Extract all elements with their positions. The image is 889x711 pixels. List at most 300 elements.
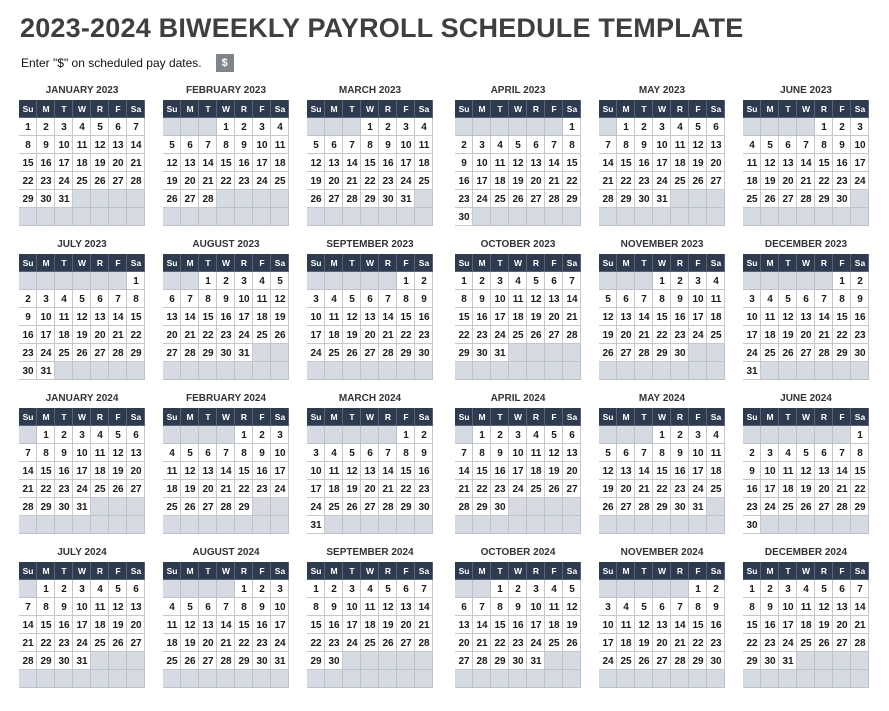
day-cell[interactable]: 14 bbox=[217, 616, 235, 634]
day-cell[interactable]: 15 bbox=[307, 616, 325, 634]
day-cell[interactable]: 6 bbox=[797, 290, 815, 308]
day-cell[interactable]: 28 bbox=[815, 344, 833, 362]
day-cell[interactable]: 10 bbox=[235, 290, 253, 308]
day-cell[interactable]: 21 bbox=[217, 634, 235, 652]
day-cell[interactable]: 17 bbox=[307, 326, 325, 344]
day-cell[interactable]: 8 bbox=[37, 598, 55, 616]
day-cell[interactable]: 12 bbox=[761, 154, 779, 172]
day-cell[interactable]: 29 bbox=[307, 652, 325, 670]
day-cell[interactable]: 9 bbox=[455, 154, 473, 172]
day-cell[interactable]: 29 bbox=[689, 652, 707, 670]
day-cell[interactable]: 1 bbox=[833, 272, 851, 290]
day-cell[interactable]: 6 bbox=[527, 136, 545, 154]
day-cell[interactable]: 16 bbox=[55, 462, 73, 480]
day-cell[interactable]: 11 bbox=[491, 154, 509, 172]
day-cell[interactable]: 4 bbox=[73, 118, 91, 136]
day-cell[interactable]: 12 bbox=[91, 136, 109, 154]
day-cell[interactable]: 13 bbox=[91, 308, 109, 326]
day-cell[interactable]: 3 bbox=[235, 272, 253, 290]
day-cell[interactable]: 1 bbox=[397, 272, 415, 290]
day-cell[interactable]: 26 bbox=[181, 652, 199, 670]
day-cell[interactable]: 14 bbox=[545, 154, 563, 172]
day-cell[interactable]: 25 bbox=[163, 652, 181, 670]
day-cell[interactable]: 14 bbox=[109, 308, 127, 326]
day-cell[interactable]: 29 bbox=[361, 190, 379, 208]
day-cell[interactable]: 23 bbox=[707, 634, 725, 652]
day-cell[interactable]: 5 bbox=[797, 444, 815, 462]
day-cell[interactable]: 25 bbox=[361, 634, 379, 652]
day-cell[interactable]: 14 bbox=[635, 462, 653, 480]
day-cell[interactable]: 12 bbox=[815, 598, 833, 616]
day-cell[interactable]: 4 bbox=[743, 136, 761, 154]
day-cell[interactable]: 13 bbox=[563, 444, 581, 462]
day-cell[interactable]: 10 bbox=[851, 136, 869, 154]
day-cell[interactable]: 22 bbox=[217, 172, 235, 190]
day-cell[interactable]: 4 bbox=[527, 426, 545, 444]
day-cell[interactable]: 13 bbox=[779, 154, 797, 172]
day-cell[interactable]: 30 bbox=[671, 498, 689, 516]
day-cell[interactable]: 17 bbox=[55, 154, 73, 172]
day-cell[interactable]: 3 bbox=[397, 118, 415, 136]
day-cell[interactable]: 17 bbox=[73, 462, 91, 480]
day-cell[interactable]: 30 bbox=[743, 516, 761, 534]
day-cell[interactable]: 13 bbox=[127, 444, 145, 462]
day-cell[interactable]: 2 bbox=[635, 118, 653, 136]
day-cell[interactable]: 10 bbox=[743, 308, 761, 326]
day-cell[interactable]: 15 bbox=[473, 462, 491, 480]
day-cell[interactable]: 17 bbox=[73, 616, 91, 634]
day-cell[interactable]: 30 bbox=[37, 190, 55, 208]
day-cell[interactable]: 1 bbox=[689, 580, 707, 598]
day-cell[interactable]: 26 bbox=[599, 498, 617, 516]
day-cell[interactable]: 10 bbox=[491, 290, 509, 308]
day-cell[interactable]: 21 bbox=[19, 634, 37, 652]
day-cell[interactable]: 12 bbox=[635, 616, 653, 634]
day-cell[interactable]: 11 bbox=[415, 136, 433, 154]
day-cell[interactable]: 18 bbox=[527, 462, 545, 480]
day-cell[interactable]: 1 bbox=[815, 118, 833, 136]
day-cell[interactable]: 15 bbox=[397, 462, 415, 480]
day-cell[interactable]: 25 bbox=[617, 652, 635, 670]
day-cell[interactable]: 12 bbox=[343, 308, 361, 326]
day-cell[interactable]: 13 bbox=[833, 598, 851, 616]
day-cell[interactable]: 4 bbox=[491, 136, 509, 154]
day-cell[interactable]: 16 bbox=[671, 308, 689, 326]
day-cell[interactable]: 19 bbox=[181, 480, 199, 498]
day-cell[interactable]: 2 bbox=[217, 272, 235, 290]
day-cell[interactable]: 3 bbox=[37, 290, 55, 308]
day-cell[interactable]: 21 bbox=[343, 172, 361, 190]
day-cell[interactable]: 28 bbox=[563, 326, 581, 344]
day-cell[interactable]: 7 bbox=[217, 598, 235, 616]
day-cell[interactable]: 19 bbox=[689, 154, 707, 172]
day-cell[interactable]: 7 bbox=[343, 136, 361, 154]
day-cell[interactable]: 4 bbox=[707, 426, 725, 444]
day-cell[interactable]: 8 bbox=[397, 290, 415, 308]
day-cell[interactable]: 6 bbox=[163, 290, 181, 308]
day-cell[interactable]: 15 bbox=[235, 616, 253, 634]
day-cell[interactable]: 16 bbox=[761, 616, 779, 634]
day-cell[interactable]: 6 bbox=[815, 444, 833, 462]
day-cell[interactable]: 20 bbox=[127, 616, 145, 634]
day-cell[interactable]: 9 bbox=[473, 290, 491, 308]
day-cell[interactable]: 10 bbox=[343, 598, 361, 616]
day-cell[interactable]: 20 bbox=[833, 616, 851, 634]
day-cell[interactable]: 6 bbox=[707, 118, 725, 136]
day-cell[interactable]: 14 bbox=[599, 154, 617, 172]
day-cell[interactable]: 28 bbox=[217, 652, 235, 670]
day-cell[interactable]: 3 bbox=[599, 598, 617, 616]
day-cell[interactable]: 25 bbox=[91, 634, 109, 652]
day-cell[interactable]: 27 bbox=[797, 344, 815, 362]
day-cell[interactable]: 19 bbox=[527, 308, 545, 326]
day-cell[interactable]: 29 bbox=[833, 344, 851, 362]
day-cell[interactable]: 31 bbox=[397, 190, 415, 208]
day-cell[interactable]: 30 bbox=[19, 362, 37, 380]
day-cell[interactable]: 18 bbox=[361, 616, 379, 634]
day-cell[interactable]: 6 bbox=[325, 136, 343, 154]
day-cell[interactable]: 12 bbox=[109, 598, 127, 616]
day-cell[interactable]: 10 bbox=[689, 290, 707, 308]
day-cell[interactable]: 11 bbox=[743, 154, 761, 172]
day-cell[interactable]: 15 bbox=[833, 308, 851, 326]
day-cell[interactable]: 4 bbox=[163, 598, 181, 616]
day-cell[interactable]: 1 bbox=[235, 580, 253, 598]
day-cell[interactable]: 29 bbox=[455, 344, 473, 362]
day-cell[interactable]: 27 bbox=[563, 480, 581, 498]
day-cell[interactable]: 15 bbox=[653, 308, 671, 326]
day-cell[interactable]: 9 bbox=[253, 598, 271, 616]
day-cell[interactable]: 17 bbox=[271, 616, 289, 634]
day-cell[interactable]: 11 bbox=[163, 462, 181, 480]
day-cell[interactable]: 20 bbox=[527, 172, 545, 190]
day-cell[interactable]: 30 bbox=[671, 344, 689, 362]
day-cell[interactable]: 29 bbox=[397, 498, 415, 516]
day-cell[interactable]: 22 bbox=[127, 326, 145, 344]
day-cell[interactable]: 29 bbox=[37, 498, 55, 516]
day-cell[interactable]: 18 bbox=[491, 172, 509, 190]
day-cell[interactable]: 23 bbox=[491, 480, 509, 498]
day-cell[interactable]: 26 bbox=[797, 498, 815, 516]
day-cell[interactable]: 8 bbox=[307, 598, 325, 616]
day-cell[interactable]: 1 bbox=[307, 580, 325, 598]
day-cell[interactable]: 28 bbox=[127, 172, 145, 190]
day-cell[interactable]: 30 bbox=[509, 652, 527, 670]
day-cell[interactable]: 6 bbox=[545, 272, 563, 290]
day-cell[interactable]: 26 bbox=[343, 344, 361, 362]
day-cell[interactable]: 9 bbox=[491, 444, 509, 462]
day-cell[interactable]: 2 bbox=[761, 580, 779, 598]
day-cell[interactable]: 24 bbox=[527, 634, 545, 652]
day-cell[interactable]: 30 bbox=[55, 652, 73, 670]
day-cell[interactable]: 25 bbox=[491, 190, 509, 208]
day-cell[interactable]: 18 bbox=[55, 326, 73, 344]
day-cell[interactable]: 16 bbox=[415, 462, 433, 480]
day-cell[interactable]: 24 bbox=[473, 190, 491, 208]
day-cell[interactable]: 15 bbox=[37, 616, 55, 634]
day-cell[interactable]: 23 bbox=[415, 480, 433, 498]
day-cell[interactable]: 24 bbox=[253, 172, 271, 190]
day-cell[interactable]: 1 bbox=[491, 580, 509, 598]
day-cell[interactable]: 6 bbox=[397, 580, 415, 598]
day-cell[interactable]: 19 bbox=[91, 154, 109, 172]
day-cell[interactable]: 5 bbox=[181, 598, 199, 616]
day-cell[interactable]: 24 bbox=[509, 480, 527, 498]
day-cell[interactable]: 10 bbox=[271, 598, 289, 616]
day-cell[interactable]: 15 bbox=[397, 308, 415, 326]
day-cell[interactable]: 26 bbox=[379, 634, 397, 652]
day-cell[interactable]: 27 bbox=[109, 172, 127, 190]
day-cell[interactable]: 18 bbox=[797, 616, 815, 634]
day-cell[interactable]: 1 bbox=[455, 272, 473, 290]
day-cell[interactable]: 23 bbox=[509, 634, 527, 652]
day-cell[interactable]: 23 bbox=[37, 172, 55, 190]
day-cell[interactable]: 19 bbox=[761, 172, 779, 190]
day-cell[interactable]: 8 bbox=[361, 136, 379, 154]
day-cell[interactable]: 2 bbox=[379, 118, 397, 136]
day-cell[interactable]: 2 bbox=[833, 118, 851, 136]
day-cell[interactable]: 3 bbox=[761, 444, 779, 462]
day-cell[interactable]: 9 bbox=[19, 308, 37, 326]
day-cell[interactable]: 14 bbox=[833, 462, 851, 480]
day-cell[interactable]: 18 bbox=[743, 172, 761, 190]
day-cell[interactable]: 3 bbox=[73, 580, 91, 598]
day-cell[interactable]: 5 bbox=[379, 580, 397, 598]
day-cell[interactable]: 18 bbox=[163, 480, 181, 498]
day-cell[interactable]: 29 bbox=[653, 498, 671, 516]
day-cell[interactable]: 6 bbox=[563, 426, 581, 444]
day-cell[interactable]: 2 bbox=[325, 580, 343, 598]
day-cell[interactable]: 16 bbox=[707, 616, 725, 634]
day-cell[interactable]: 16 bbox=[379, 154, 397, 172]
day-cell[interactable]: 2 bbox=[55, 580, 73, 598]
day-cell[interactable]: 14 bbox=[415, 598, 433, 616]
day-cell[interactable]: 28 bbox=[599, 190, 617, 208]
day-cell[interactable]: 19 bbox=[599, 480, 617, 498]
day-cell[interactable]: 31 bbox=[491, 344, 509, 362]
day-cell[interactable]: 6 bbox=[199, 598, 217, 616]
day-cell[interactable]: 24 bbox=[397, 172, 415, 190]
day-cell[interactable]: 7 bbox=[455, 444, 473, 462]
day-cell[interactable]: 17 bbox=[779, 616, 797, 634]
day-cell[interactable]: 2 bbox=[415, 272, 433, 290]
day-cell[interactable]: 3 bbox=[343, 580, 361, 598]
day-cell[interactable]: 20 bbox=[397, 616, 415, 634]
day-cell[interactable]: 8 bbox=[127, 290, 145, 308]
day-cell[interactable]: 14 bbox=[181, 308, 199, 326]
day-cell[interactable]: 28 bbox=[181, 344, 199, 362]
day-cell[interactable]: 13 bbox=[653, 616, 671, 634]
day-cell[interactable]: 23 bbox=[851, 326, 869, 344]
day-cell[interactable]: 28 bbox=[217, 498, 235, 516]
day-cell[interactable]: 24 bbox=[491, 326, 509, 344]
day-cell[interactable]: 16 bbox=[253, 462, 271, 480]
day-cell[interactable]: 14 bbox=[217, 462, 235, 480]
day-cell[interactable]: 11 bbox=[163, 616, 181, 634]
day-cell[interactable]: 7 bbox=[199, 136, 217, 154]
day-cell[interactable]: 6 bbox=[617, 444, 635, 462]
day-cell[interactable]: 15 bbox=[491, 616, 509, 634]
day-cell[interactable]: 20 bbox=[797, 326, 815, 344]
day-cell[interactable]: 10 bbox=[527, 598, 545, 616]
day-cell[interactable]: 11 bbox=[707, 290, 725, 308]
day-cell[interactable]: 8 bbox=[833, 290, 851, 308]
day-cell[interactable]: 1 bbox=[473, 426, 491, 444]
day-cell[interactable]: 3 bbox=[55, 118, 73, 136]
day-cell[interactable]: 12 bbox=[563, 598, 581, 616]
day-cell[interactable]: 26 bbox=[815, 634, 833, 652]
day-cell[interactable]: 9 bbox=[671, 444, 689, 462]
day-cell[interactable]: 26 bbox=[73, 344, 91, 362]
day-cell[interactable]: 9 bbox=[635, 136, 653, 154]
day-cell[interactable]: 24 bbox=[235, 326, 253, 344]
day-cell[interactable]: 17 bbox=[473, 172, 491, 190]
day-cell[interactable]: 7 bbox=[415, 580, 433, 598]
day-cell[interactable]: 1 bbox=[19, 118, 37, 136]
day-cell[interactable]: 17 bbox=[253, 154, 271, 172]
day-cell[interactable]: 27 bbox=[199, 498, 217, 516]
day-cell[interactable]: 23 bbox=[325, 634, 343, 652]
day-cell[interactable]: 26 bbox=[635, 652, 653, 670]
day-cell[interactable]: 28 bbox=[19, 498, 37, 516]
day-cell[interactable]: 7 bbox=[635, 444, 653, 462]
day-cell[interactable]: 4 bbox=[671, 118, 689, 136]
day-cell[interactable]: 27 bbox=[199, 652, 217, 670]
day-cell[interactable]: 24 bbox=[271, 480, 289, 498]
day-cell[interactable]: 8 bbox=[617, 136, 635, 154]
day-cell[interactable]: 26 bbox=[545, 480, 563, 498]
day-cell[interactable]: 19 bbox=[343, 326, 361, 344]
day-cell[interactable]: 17 bbox=[397, 154, 415, 172]
day-cell[interactable]: 30 bbox=[761, 652, 779, 670]
day-cell[interactable]: 28 bbox=[851, 634, 869, 652]
day-cell[interactable]: 13 bbox=[397, 598, 415, 616]
day-cell[interactable]: 5 bbox=[527, 272, 545, 290]
day-cell[interactable]: 1 bbox=[653, 426, 671, 444]
day-cell[interactable]: 18 bbox=[325, 326, 343, 344]
day-cell[interactable]: 19 bbox=[779, 326, 797, 344]
day-cell[interactable]: 19 bbox=[109, 616, 127, 634]
day-cell[interactable]: 7 bbox=[19, 444, 37, 462]
day-cell[interactable]: 25 bbox=[55, 344, 73, 362]
day-cell[interactable]: 18 bbox=[415, 154, 433, 172]
day-cell[interactable]: 13 bbox=[109, 136, 127, 154]
day-cell[interactable]: 3 bbox=[307, 290, 325, 308]
day-cell[interactable]: 17 bbox=[761, 480, 779, 498]
day-cell[interactable]: 25 bbox=[509, 326, 527, 344]
day-cell[interactable]: 27 bbox=[779, 190, 797, 208]
day-cell[interactable]: 23 bbox=[253, 634, 271, 652]
day-cell[interactable]: 18 bbox=[73, 154, 91, 172]
day-cell[interactable]: 10 bbox=[397, 136, 415, 154]
day-cell[interactable]: 21 bbox=[833, 480, 851, 498]
day-cell[interactable]: 16 bbox=[217, 308, 235, 326]
day-cell[interactable]: 22 bbox=[397, 480, 415, 498]
day-cell[interactable]: 11 bbox=[761, 308, 779, 326]
day-cell[interactable]: 12 bbox=[73, 308, 91, 326]
day-cell[interactable]: 19 bbox=[815, 616, 833, 634]
day-cell[interactable]: 10 bbox=[55, 136, 73, 154]
day-cell[interactable]: 15 bbox=[361, 154, 379, 172]
day-cell[interactable]: 14 bbox=[19, 616, 37, 634]
day-cell[interactable]: 6 bbox=[455, 598, 473, 616]
day-cell[interactable]: 10 bbox=[653, 136, 671, 154]
day-cell[interactable]: 14 bbox=[379, 308, 397, 326]
day-cell[interactable]: 29 bbox=[127, 344, 145, 362]
day-cell[interactable]: 25 bbox=[73, 172, 91, 190]
day-cell[interactable]: 21 bbox=[671, 634, 689, 652]
day-cell[interactable]: 30 bbox=[415, 344, 433, 362]
day-cell[interactable]: 16 bbox=[19, 326, 37, 344]
day-cell[interactable]: 12 bbox=[545, 444, 563, 462]
day-cell[interactable]: 30 bbox=[253, 652, 271, 670]
day-cell[interactable]: 19 bbox=[379, 616, 397, 634]
day-cell[interactable]: 17 bbox=[851, 154, 869, 172]
day-cell[interactable]: 1 bbox=[563, 118, 581, 136]
day-cell[interactable]: 8 bbox=[473, 444, 491, 462]
day-cell[interactable]: 15 bbox=[19, 154, 37, 172]
day-cell[interactable]: 27 bbox=[127, 634, 145, 652]
day-cell[interactable]: 30 bbox=[851, 344, 869, 362]
day-cell[interactable]: 10 bbox=[779, 598, 797, 616]
day-cell[interactable]: 5 bbox=[563, 580, 581, 598]
day-cell[interactable]: 21 bbox=[635, 326, 653, 344]
day-cell[interactable]: 8 bbox=[653, 444, 671, 462]
day-cell[interactable]: 6 bbox=[127, 426, 145, 444]
day-cell[interactable]: 20 bbox=[707, 154, 725, 172]
day-cell[interactable]: 25 bbox=[545, 634, 563, 652]
day-cell[interactable]: 29 bbox=[199, 344, 217, 362]
day-cell[interactable]: 5 bbox=[599, 444, 617, 462]
day-cell[interactable]: 3 bbox=[307, 444, 325, 462]
day-cell[interactable]: 17 bbox=[307, 480, 325, 498]
day-cell[interactable]: 4 bbox=[545, 580, 563, 598]
day-cell[interactable]: 13 bbox=[199, 462, 217, 480]
day-cell[interactable]: 29 bbox=[563, 190, 581, 208]
day-cell[interactable]: 15 bbox=[689, 616, 707, 634]
day-cell[interactable]: 29 bbox=[815, 190, 833, 208]
day-cell[interactable]: 6 bbox=[617, 290, 635, 308]
day-cell[interactable]: 28 bbox=[473, 652, 491, 670]
day-cell[interactable]: 31 bbox=[37, 362, 55, 380]
day-cell[interactable]: 31 bbox=[73, 652, 91, 670]
day-cell[interactable]: 7 bbox=[797, 136, 815, 154]
day-cell[interactable]: 21 bbox=[455, 480, 473, 498]
day-cell[interactable]: 22 bbox=[833, 326, 851, 344]
day-cell[interactable]: 2 bbox=[851, 272, 869, 290]
day-cell[interactable]: 27 bbox=[361, 498, 379, 516]
day-cell[interactable]: 9 bbox=[37, 136, 55, 154]
day-cell[interactable]: 7 bbox=[851, 580, 869, 598]
day-cell[interactable]: 17 bbox=[689, 308, 707, 326]
day-cell[interactable]: 31 bbox=[653, 190, 671, 208]
day-cell[interactable]: 16 bbox=[635, 154, 653, 172]
day-cell[interactable]: 4 bbox=[271, 118, 289, 136]
day-cell[interactable]: 17 bbox=[509, 462, 527, 480]
day-cell[interactable]: 22 bbox=[397, 326, 415, 344]
day-cell[interactable]: 22 bbox=[617, 172, 635, 190]
day-cell[interactable]: 8 bbox=[815, 136, 833, 154]
day-cell[interactable]: 5 bbox=[109, 580, 127, 598]
day-cell[interactable]: 8 bbox=[37, 444, 55, 462]
day-cell[interactable]: 11 bbox=[361, 598, 379, 616]
day-cell[interactable]: 4 bbox=[55, 290, 73, 308]
day-cell[interactable]: 18 bbox=[707, 462, 725, 480]
day-cell[interactable]: 13 bbox=[545, 290, 563, 308]
day-cell[interactable]: 25 bbox=[325, 498, 343, 516]
day-cell[interactable]: 19 bbox=[109, 462, 127, 480]
day-cell[interactable]: 1 bbox=[743, 580, 761, 598]
